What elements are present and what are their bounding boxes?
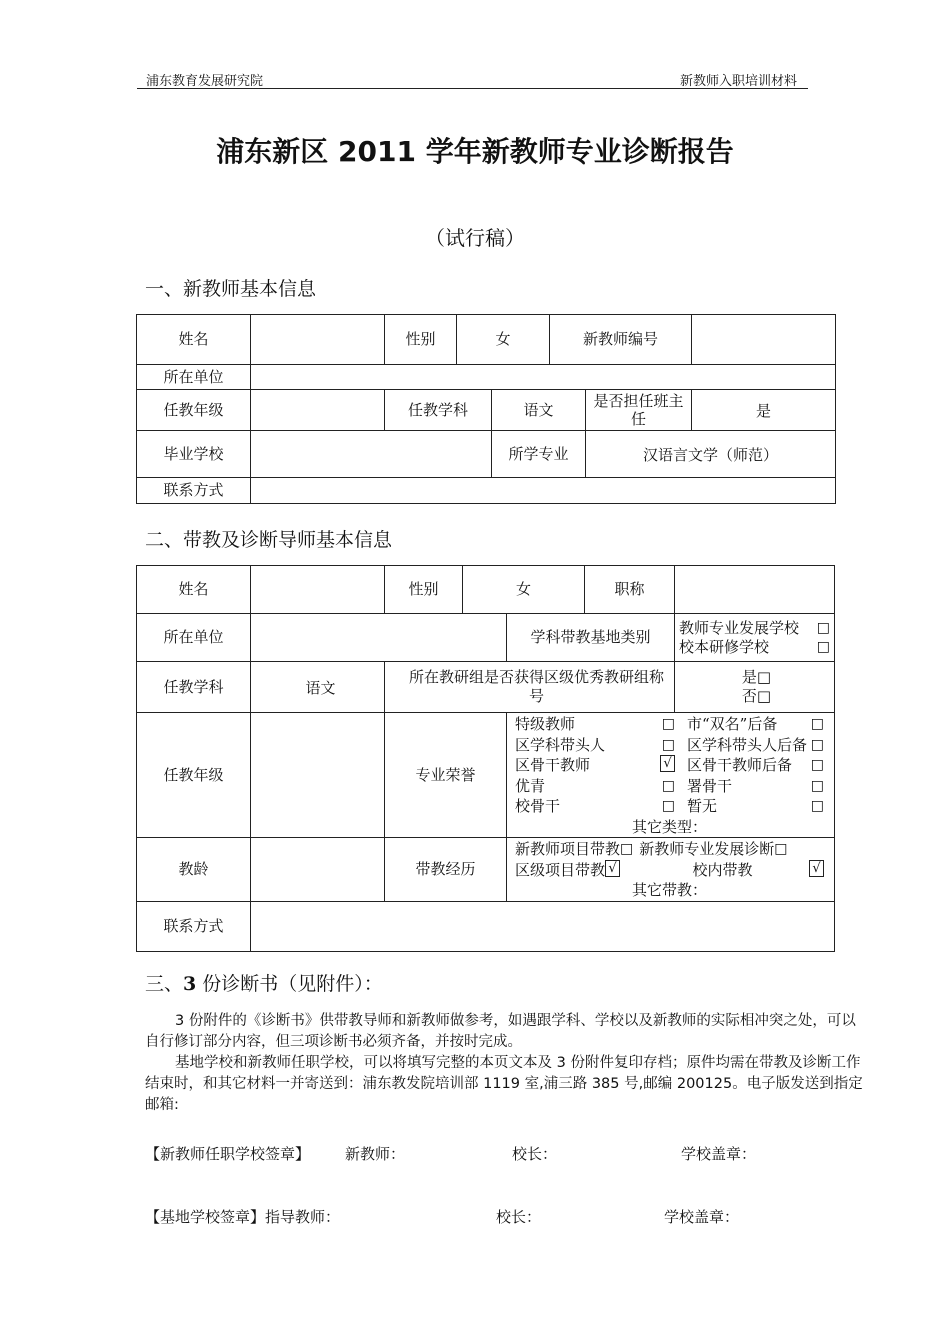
- s1-class-teacher-value[interactable]: 是: [692, 390, 836, 431]
- mentor-info-table: [136, 565, 835, 952]
- s2-gender-label: 性别: [385, 566, 463, 614]
- s2-honor-label: 专业荣誉: [385, 713, 507, 838]
- s2-base-type-label: 学科带教基地类别: [507, 614, 675, 662]
- s1-unit-label: 所在单位: [137, 365, 251, 390]
- checkbox-honor-leader[interactable]: □: [661, 736, 675, 753]
- checkbox-exp-diagnosis[interactable]: □: [774, 841, 788, 858]
- sig2-seal[interactable]: 学校盖章：: [664, 1208, 740, 1226]
- s2-exp-label: 带教经历: [385, 838, 507, 902]
- checkbox-honor-backbone-reserve[interactable]: □: [810, 757, 825, 773]
- s2-years-field[interactable]: [251, 838, 385, 902]
- checkbox-honor-backbone-checked[interactable]: √: [660, 755, 675, 772]
- s2-grade-field[interactable]: [251, 713, 385, 838]
- base-opt-school: 校本研修学校: [679, 637, 770, 656]
- honor-backbone: 区骨干教师: [515, 756, 591, 774]
- s1-school-label: 毕业学校: [137, 431, 251, 478]
- s1-major-label: 所学专业: [492, 431, 586, 478]
- s1-name-field[interactable]: [251, 315, 385, 365]
- checkbox-school[interactable]: □: [816, 638, 831, 655]
- header-right: 新教师入职培训材料: [680, 74, 798, 89]
- header-rule: [137, 88, 808, 89]
- checkbox-exp-in-school-checked[interactable]: √: [809, 860, 824, 877]
- honor-leader: 区学科带头人: [515, 735, 606, 754]
- page-title: 浦东新区 2011 学年新教师专业诊断报告: [216, 135, 734, 168]
- sig1-seal[interactable]: 学校盖章：: [681, 1145, 757, 1163]
- s2-unit-label: 所在单位: [137, 614, 251, 662]
- s2-contact-field[interactable]: [251, 902, 835, 952]
- s1-subject-label: 任教学科: [385, 390, 492, 431]
- checkbox-exp-district-project-checked[interactable]: √: [605, 860, 620, 877]
- section3-heading-prefix: 三、: [145, 973, 184, 995]
- s1-id-label: 新教师编号: [550, 315, 692, 365]
- checkbox-honor-district-backbone[interactable]: □: [810, 777, 825, 794]
- s2-group-award-options: [675, 662, 835, 713]
- page-subtitle: （试行稿）: [425, 226, 525, 250]
- section3-paragraph-1: 3 份附件的《诊断书》供带教导师和新教师做参考，如遇跟学科、学校以及新教师的实际相冲突之处，可以自行修订部分内容，但三项诊断书必须齐备，并按时完成。: [145, 1013, 856, 1050]
- honor-school-backbone: 校骨干: [515, 797, 561, 815]
- s1-grade-label: 任教年级: [137, 390, 251, 431]
- group-award-yes[interactable]: 是□: [741, 668, 772, 686]
- section3-heading-text: 份诊断书（见附件）：: [196, 973, 383, 995]
- s1-contact-label: 联系方式: [137, 478, 251, 504]
- honor-youth: 优青: [515, 776, 546, 795]
- checkbox-honor-leader-reserve[interactable]: □: [810, 736, 825, 753]
- s2-title-field[interactable]: [675, 566, 835, 614]
- honor-none: 暂无: [687, 797, 718, 815]
- sig2-label[interactable]: 【基地学校签章】指导教师：: [145, 1208, 341, 1226]
- checkbox-honor-school-backbone[interactable]: □: [661, 798, 675, 814]
- exp-new-teacher-project: 新教师项目带教: [515, 840, 621, 859]
- base-opt-pds: 教师专业发展学校: [679, 618, 800, 637]
- sig1-principal[interactable]: 校长：: [512, 1145, 558, 1163]
- s2-title-label: 职称: [585, 566, 675, 614]
- checkbox-honor-special[interactable]: □: [661, 716, 675, 732]
- checkbox-honor-none[interactable]: □: [810, 798, 825, 814]
- s2-subject-value[interactable]: 语文: [251, 662, 385, 713]
- exp-diagnosis: 新教师专业发展诊断: [639, 840, 775, 859]
- new-teacher-info-table: [136, 314, 836, 504]
- checkbox-honor-youth[interactable]: □: [661, 777, 675, 794]
- sig2-principal[interactable]: 校长：: [496, 1208, 542, 1226]
- sig1-label: 【新教师任职学校签章】: [145, 1145, 311, 1163]
- s2-name-label: 姓名: [137, 566, 251, 614]
- s2-subject-label: 任教学科: [137, 662, 251, 713]
- s1-unit-field[interactable]: [251, 365, 836, 390]
- s2-name-field[interactable]: [251, 566, 385, 614]
- exp-other[interactable]: 其它带教：: [632, 881, 708, 900]
- exp-district-project: 区级项目带教: [515, 860, 606, 879]
- exp-in-school: 校内带教: [692, 860, 753, 879]
- checkbox-honor-double-name[interactable]: □: [810, 716, 825, 732]
- section3-heading: [145, 969, 383, 996]
- s2-gender-value[interactable]: 女: [463, 566, 585, 614]
- s2-group-award-label: 所在教研组是否获得区级优秀教研组称号: [385, 662, 675, 713]
- s2-contact-label: 联系方式: [137, 902, 251, 952]
- s2-honor-options: [507, 713, 835, 838]
- sig1-new-teacher[interactable]: 新教师：: [345, 1145, 406, 1163]
- s1-contact-field[interactable]: [251, 478, 836, 504]
- checkbox-exp-new-teacher-project[interactable]: □: [620, 841, 634, 858]
- s2-years-label: 教龄: [137, 838, 251, 902]
- s2-exp-options: [507, 838, 835, 902]
- s1-subject-value[interactable]: 语文: [492, 390, 586, 431]
- s2-unit-field[interactable]: [251, 614, 507, 662]
- honor-district-backbone: 署骨干: [687, 776, 733, 795]
- honor-leader-reserve: 区学科带头人后备: [687, 735, 808, 754]
- header-left: 浦东教育发展研究院: [146, 74, 264, 89]
- s2-grade-label: 任教年级: [137, 713, 251, 838]
- s1-school-field[interactable]: [251, 431, 492, 478]
- section1-heading: 一、新教师基本信息: [145, 278, 317, 300]
- section2-heading: 二、带教及诊断导师基本信息: [145, 529, 393, 551]
- section3-paragraph-2: 基地学校和新教师任职学校，可以将填写完整的本页文本及 3 份附件复印存档；原件均需在带教及诊断工作结束时，和其它材料一并寄送到：浦东教发院培训部 1119 室,浦三路 385 号,邮编 200125。电子版发送到指定邮箱:: [145, 1055, 863, 1113]
- honor-special: 特级教师: [515, 715, 576, 733]
- honor-other[interactable]: 其它类型：: [632, 817, 708, 836]
- s1-name-label: 姓名: [137, 315, 251, 365]
- s1-major-value[interactable]: 汉语言文学（师范）: [586, 431, 836, 478]
- s2-base-type-options: [675, 614, 835, 662]
- section3-heading-number: 3: [183, 973, 197, 995]
- s1-class-teacher-label: 是否担任班主任: [586, 390, 692, 431]
- s1-gender-label: 性别: [385, 315, 457, 365]
- honor-double-name: 市“双名”后备: [687, 715, 778, 733]
- group-award-no[interactable]: 否□: [741, 687, 772, 705]
- honor-backbone-reserve: 区骨干教师后备: [687, 756, 793, 774]
- checkbox-pds[interactable]: □: [816, 619, 831, 636]
- s1-gender-value[interactable]: 女: [457, 315, 550, 365]
- s1-grade-field[interactable]: [251, 390, 385, 431]
- s1-id-field[interactable]: [692, 315, 836, 365]
